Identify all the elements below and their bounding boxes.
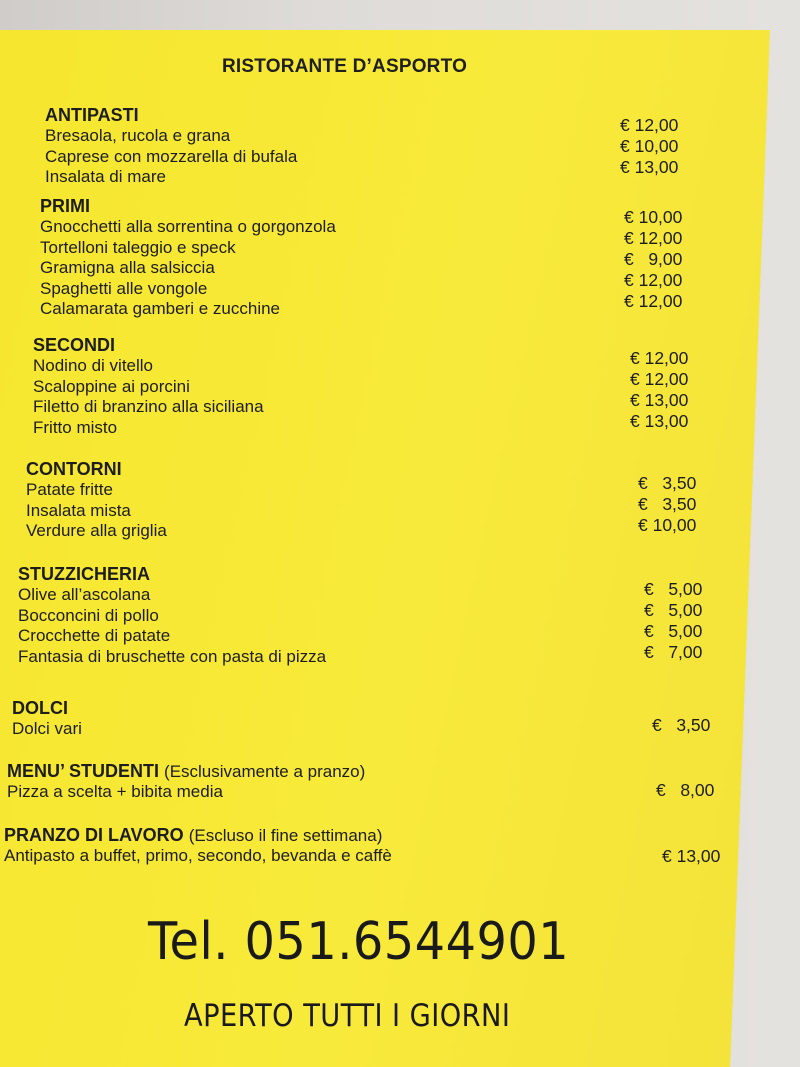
menu-item: Caprese con mozzarella di bufala [45,146,298,166]
item-price: € 13,00 [662,846,721,866]
prices-pranzo-di-lavoro [662,846,720,867]
menu-item: Fritto misto [33,417,118,437]
menu-item: Gramigna alla salsiccia [40,258,215,277]
phone-number: Tel. 051.6544901 [148,912,570,972]
item-price: € 3,50 [652,715,711,735]
section-note: (Esclusivamente a pranzo) [164,762,366,781]
item-price: € 13,00 [620,157,679,177]
prices-contorni [638,473,696,536]
item-price: € 10,00 [638,515,697,535]
item-price: € 12,00 [630,348,689,368]
section-stuzzicheria [18,563,326,667]
item-price: € 13,00 [630,390,689,410]
prices-primi [624,207,682,312]
section-dolci [12,697,82,740]
section-heading: STUZZICHERIA [18,564,150,584]
menu-item: Gnocchetti alla sorrentina o gorgonzola [40,217,336,236]
item-price: € 12,00 [624,270,683,290]
item-price: € 5,00 [644,579,703,599]
section-heading-text: PRANZO DI LAVORO [4,825,184,845]
section-primi [40,195,336,320]
item-price: € 12,00 [624,291,683,311]
menu-item: Insalata di mare [45,167,166,186]
opening-hours: APERTO TUTTI I GIORNI [184,998,511,1034]
item-price: € 5,00 [644,600,703,620]
section-heading: ANTIPASTI [45,105,139,125]
menu-item: Pizza a scelta + bibita media [7,782,223,801]
menu-item: Filetto di branzino alla siciliana [33,397,264,416]
prices-dolci [652,715,710,736]
item-price: € 12,00 [630,369,689,389]
section-heading: PRIMI [40,196,91,216]
item-price: € 5,00 [644,621,703,641]
prices-menu-studenti [656,780,714,801]
section-heading: SECONDI [33,335,116,355]
section-contorni [26,458,167,542]
item-price: € 7,00 [644,642,703,662]
item-price: € 3,50 [638,494,697,514]
section-heading [4,824,392,846]
prices-stuzzicheria [644,579,702,663]
prices-secondi [630,348,688,432]
menu-item: Nodino di vitello [33,356,154,375]
item-price: € 13,00 [630,411,689,431]
menu-item: Tortelloni taleggio e speck [40,237,236,257]
section-secondi [33,334,264,438]
section-heading [7,760,365,782]
menu-item: Spaghetti alle vongole [40,278,208,298]
section-heading: CONTORNI [26,459,122,479]
section-heading: DOLCI [12,698,68,718]
menu-item: Dolci vari [12,719,82,738]
menu-item: Verdure alla griglia [26,521,167,540]
item-price: € 10,00 [620,136,679,156]
item-price: € 12,00 [624,228,683,248]
menu-item: Insalata mista [26,500,131,520]
menu-item: Patate fritte [26,480,113,499]
menu-item: Calamarata gamberi e zucchine [40,299,281,318]
item-price: € 12,00 [620,115,679,135]
section-menu-studenti [7,760,365,803]
section-pranzo-di-lavoro [4,824,392,867]
section-note: (Escluso il fine settimana) [188,826,383,845]
menu-title: RISTORANTE D’ASPORTO [222,56,468,77]
item-price: € 10,00 [624,207,683,227]
menu-item: Antipasto a buffet, primo, secondo, bevanda e caffè [4,846,392,865]
menu-item: Fantasia di bruschette con pasta di pizza [18,646,327,666]
menu-item: Scaloppine ai porcini [33,376,190,396]
section-antipasti [45,104,297,188]
item-price: € 9,00 [624,249,683,269]
prices-antipasti [620,115,678,178]
menu-item: Bocconcini di pollo [18,605,159,625]
menu-item: Olive all’ascolana [18,585,151,604]
item-price: € 8,00 [656,780,715,800]
menu-item: Bresaola, rucola e grana [45,126,231,145]
item-price: € 3,50 [638,473,697,493]
section-heading-text: MENU’ STUDENTI [7,761,160,781]
menu-item: Crocchette di patate [18,626,171,645]
